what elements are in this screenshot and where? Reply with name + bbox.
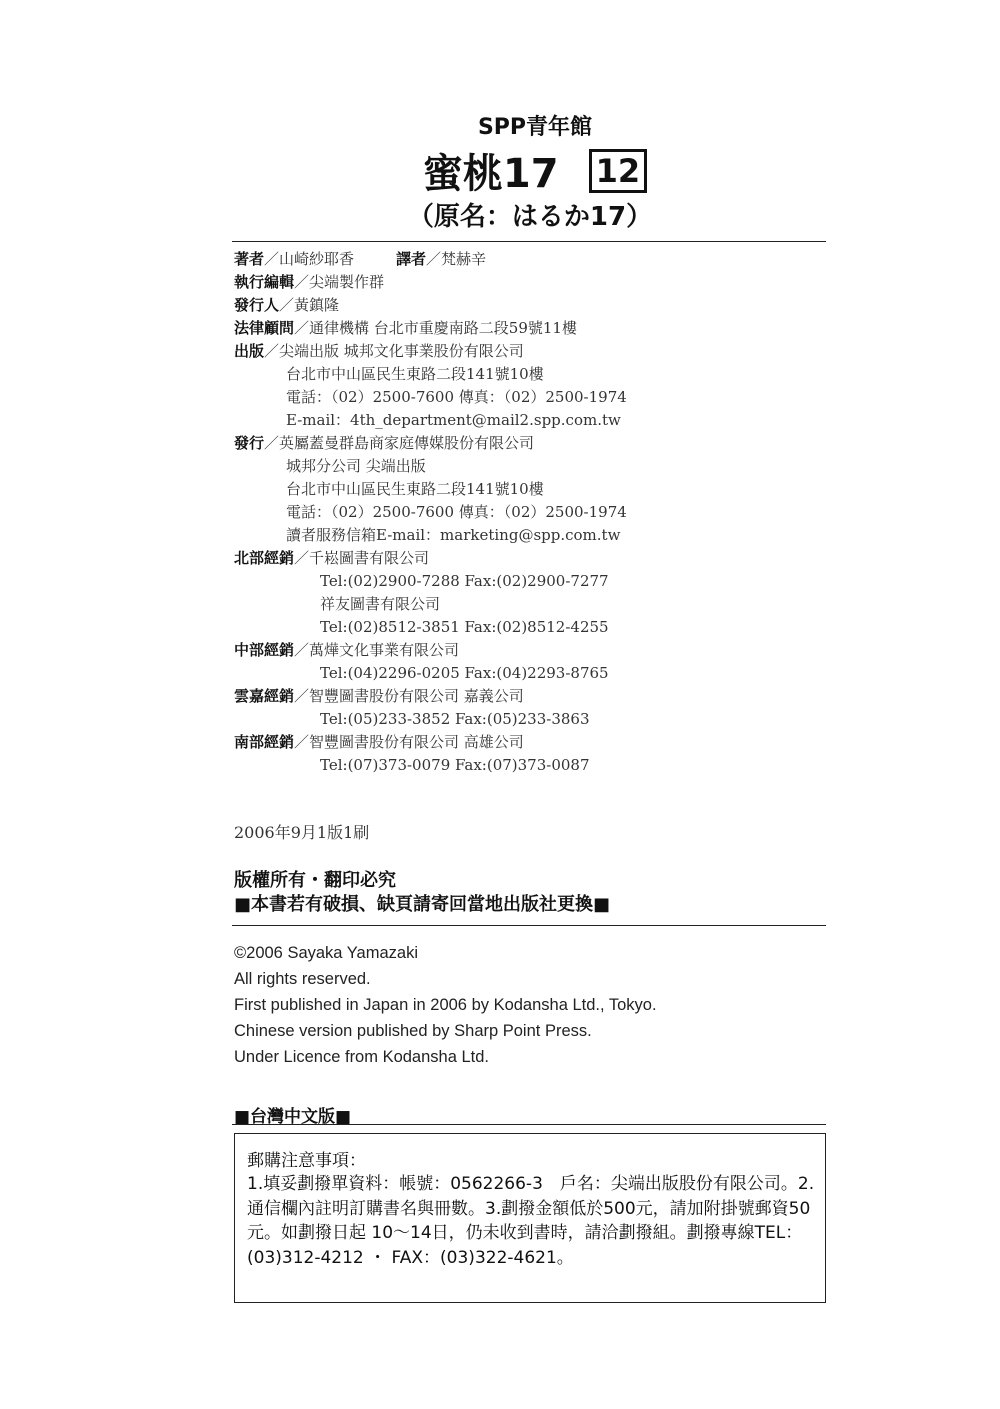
credit-line [320,570,609,592]
credit-label: 譯者 [396,250,427,268]
credit-value: 台北市中山區民生東路二段141號10樓 [286,365,544,383]
credit-line [286,455,426,477]
credit-label: 雲嘉經銷 [234,687,295,705]
credit-value: 電話：（02）2500-7600 傳真：（02）2500-1974 [286,503,627,521]
credit-value: Tel:(02)2900-7288 Fax:(02)2900-7277 [320,572,609,590]
credit-value: ／黃鎮隆 [279,296,340,314]
copyright-line: All rights reserved. [234,970,371,988]
credit-value: Tel:(04)2296-0205 Fax:(04)2293-8765 [320,664,609,682]
credit-value: ／智豐圖書股份有限公司 高雄公司 [294,733,524,751]
credit-value: ／梵赫辛 [426,250,487,268]
credit-line [320,616,609,638]
notice-body: 1.填妥劃撥單資料：帳號：0562266-3 戶名：尖端出版股份有限公司。2.通信欄內註明訂購書名與冊數。3.劃撥金額低於500元，請加附掛號郵資50元。如劃撥日起 10～14日，仍未收到書時，請洽劃撥組。劃撥專線TEL：(03)312-4212 ・ FAX：(03)322-4621。 [247,1174,815,1268]
credit-label: 發行 [234,434,265,452]
credit-line [320,662,609,684]
credit-line [286,409,621,431]
credit-value: 祥友圖書有限公司 [320,595,441,613]
divider-top [232,241,826,242]
credit-line [286,478,544,500]
credit-line [234,248,486,270]
original-title: （原名：はるか17） [407,202,653,232]
credit-line [286,524,620,546]
taiwan-edition-label: ■台灣中文版■ [234,1107,352,1127]
volume-number: 12 [589,149,648,193]
credit-line [286,363,544,385]
credit-line [234,547,429,569]
credit-value: 讀者服務信箱E-mail：marketing@spp.com.tw [286,526,621,544]
credit-value: ／通律機構 台北市重慶南路二段59號11樓 [294,319,577,337]
copyright-line: Under Licence from Kodansha Ltd. [234,1048,489,1066]
credit-line [234,731,524,753]
credit-value: 城邦分公司 尖端出版 [286,457,426,475]
copyright-line: First published in Japan in 2006 by Kodansha Ltd., Tokyo. [234,996,657,1014]
credit-line [234,685,524,707]
credit-value: ／智豐圖書股份有限公司 嘉義公司 [294,687,524,705]
credit-line [234,271,384,293]
damage-return-note: ■本書若有破損、缺頁請寄回當地出版社更換■ [234,894,611,915]
credit-label: 著者 [234,250,265,268]
credit-value: E-mail：4th_department@mail2.spp.com.tw [286,411,621,429]
credit-value: Tel:(02)8512-3851 Fax:(02)8512-4255 [320,618,609,636]
copyright-line: ©2006 Sayaka Yamazaki [234,944,418,962]
credit-line [286,501,627,523]
credit-line [234,317,577,339]
divider-bottom [232,1124,826,1125]
credit-value: 台北市中山區民生東路二段141號10樓 [286,480,544,498]
credit-value: ／英屬蓋曼群島商家庭傳媒股份有限公司 [264,434,535,452]
mail-order-notice [234,1133,826,1303]
credit-label: 出版 [234,342,265,360]
credit-value: ／尖端出版 城邦文化事業股份有限公司 [264,342,524,360]
credit-label: 法律顧問 [234,319,295,337]
credit-line [234,294,339,316]
credit-label: 執行編輯 [234,273,295,291]
credit-value: Tel:(07)373-0079 Fax:(07)373-0087 [320,756,590,774]
credit-value: ／山崎紗耶香 [264,250,355,268]
credit-label: 南部經銷 [234,733,295,751]
credit-line [234,432,534,454]
rights-reserved: 版權所有・翻印必究 [234,870,396,891]
credit-line [320,593,440,615]
credit-line [320,708,590,730]
credit-line [320,754,590,776]
credit-value: Tel:(05)233-3852 Fax:(05)233-3863 [320,710,590,728]
title-row [0,142,1000,199]
notice-title: 郵購注意事項： [247,1151,366,1171]
credit-value: ／千崧圖書有限公司 [294,549,430,567]
credit-label: 中部經銷 [234,641,295,659]
credit-line [234,340,524,362]
edition-line: 2006年9月1版1刷 [234,823,370,842]
credit-line [286,386,627,408]
credit-label: 北部經銷 [234,549,295,567]
credit-line [234,639,459,661]
credit-value: ／尖端製作群 [294,273,385,291]
book-title: 蜜桃17 [422,151,559,197]
credit-value: 電話：（02）2500-7600 傳真：（02）2500-1974 [286,388,627,406]
credit-value: ／萬燁文化事業有限公司 [294,641,460,659]
copyright-line: Chinese version published by Sharp Point Press. [234,1022,592,1040]
divider-middle [232,925,826,926]
credit-label: 發行人 [234,296,280,314]
series-name: SPP青年館 [477,115,593,140]
